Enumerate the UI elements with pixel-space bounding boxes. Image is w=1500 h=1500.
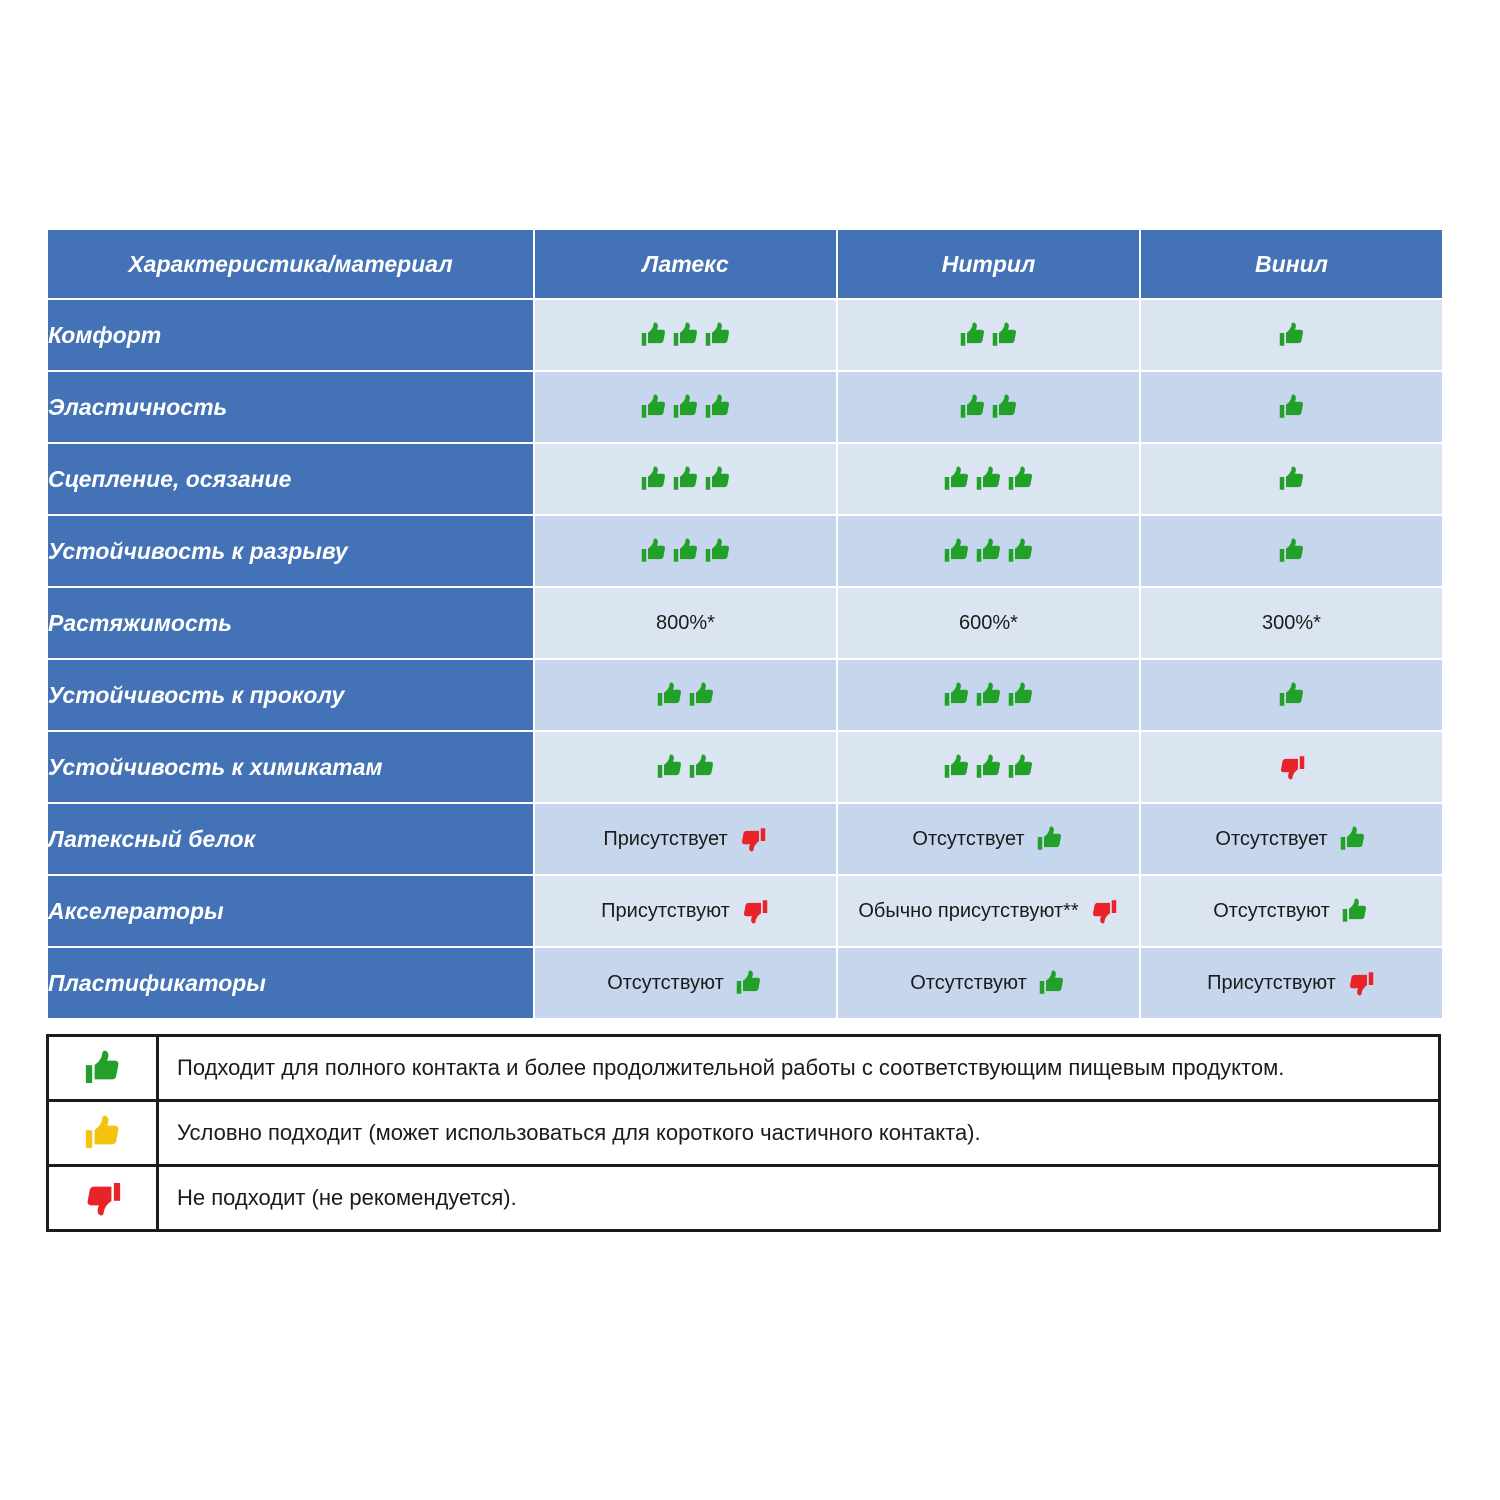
legend-row xyxy=(49,1037,1438,1102)
cell-value-with-icon xyxy=(838,824,1139,854)
rating-icons xyxy=(838,752,1139,782)
table-cell xyxy=(534,299,837,371)
table-cell xyxy=(534,875,837,947)
thumbs-up-green-icon xyxy=(974,680,1004,710)
row-header-feature: Растяжимость xyxy=(47,587,534,659)
rating-icons xyxy=(535,320,836,350)
cell-value: Присутствуют xyxy=(1207,972,1336,994)
thumbs-up-green-icon xyxy=(1277,464,1307,494)
table-cell xyxy=(837,443,1140,515)
thumbs-up-green-icon xyxy=(655,752,685,782)
table-cell xyxy=(837,947,1140,1019)
table-row xyxy=(47,371,1443,443)
cell-value-with-icon xyxy=(535,824,836,854)
table-header-row xyxy=(47,229,1443,299)
thumbs-up-green-icon xyxy=(990,320,1020,350)
rating-icons xyxy=(535,536,836,566)
table-cell xyxy=(534,947,837,1019)
thumbs-up-green-icon xyxy=(655,680,685,710)
rating-icons xyxy=(838,392,1139,422)
thumbs-up-green-icon xyxy=(639,320,669,350)
thumbs-up-green-icon xyxy=(958,392,988,422)
rating-icons xyxy=(1141,752,1442,782)
rating-icons xyxy=(535,752,836,782)
table-cell xyxy=(837,587,1140,659)
thumbs-up-green-icon xyxy=(734,968,764,998)
table-cell xyxy=(1140,947,1443,1019)
thumbs-down-red-icon xyxy=(738,824,768,854)
thumbs-up-green-icon xyxy=(1277,392,1307,422)
cell-value: Обычно присутствуют** xyxy=(858,900,1079,922)
cell-value-with-icon xyxy=(1141,896,1442,926)
thumbs-up-green-icon xyxy=(639,392,669,422)
thumbs-up-green-icon xyxy=(1338,824,1368,854)
legend-description: Не подходит (не рекомендуется). xyxy=(177,1185,517,1210)
table-cell xyxy=(1140,299,1443,371)
thumbs-up-green-icon xyxy=(1037,968,1067,998)
thumbs-up-green-icon xyxy=(1006,680,1036,710)
table-cell xyxy=(1140,371,1443,443)
rating-icons xyxy=(535,392,836,422)
table-cell xyxy=(534,587,837,659)
cell-value: Присутствует xyxy=(603,828,728,850)
row-header-feature: Устойчивость к разрыву xyxy=(47,515,534,587)
thumbs-up-green-icon xyxy=(687,752,717,782)
rating-icons xyxy=(1141,392,1442,422)
table-cell xyxy=(534,371,837,443)
table-cell xyxy=(1140,587,1443,659)
thumbs-up-green-icon xyxy=(1277,536,1307,566)
table-row xyxy=(47,299,1443,371)
thumbs-up-green-icon xyxy=(990,392,1020,422)
thumbs-up-green-icon xyxy=(671,464,701,494)
cell-value-with-icon xyxy=(838,968,1139,998)
legend-icon-cell xyxy=(49,1167,159,1229)
column-header-vinyl: Винил xyxy=(1140,229,1443,299)
cell-value-with-icon xyxy=(1141,824,1442,854)
row-header-feature: Устойчивость к проколу xyxy=(47,659,534,731)
cell-value: 600%* xyxy=(959,611,1018,634)
thumbs-up-green-icon xyxy=(703,392,733,422)
thumbs-up-green-icon xyxy=(942,752,972,782)
cell-value: Отсутствует xyxy=(1215,828,1328,850)
table-cell xyxy=(534,515,837,587)
row-header-feature: Пластификаторы xyxy=(47,947,534,1019)
thumbs-up-green-icon xyxy=(1035,824,1065,854)
thumbs-up-yellow-icon xyxy=(82,1112,124,1154)
legend-icon-cell xyxy=(49,1037,159,1099)
thumbs-up-green-icon xyxy=(671,392,701,422)
thumbs-up-green-icon xyxy=(974,752,1004,782)
column-header-nitrile: Нитрил xyxy=(837,229,1140,299)
rating-icons xyxy=(838,536,1139,566)
table-cell xyxy=(837,659,1140,731)
table-cell xyxy=(837,371,1140,443)
legend-icon-cell xyxy=(49,1102,159,1164)
thumbs-up-green-icon xyxy=(942,464,972,494)
thumbs-down-red-icon xyxy=(1346,968,1376,998)
table-cell xyxy=(837,515,1140,587)
thumbs-up-green-icon xyxy=(671,536,701,566)
table-cell xyxy=(837,299,1140,371)
column-header-latex: Латекс xyxy=(534,229,837,299)
thumbs-up-green-icon xyxy=(703,320,733,350)
rating-icons xyxy=(535,680,836,710)
row-header-feature: Комфорт xyxy=(47,299,534,371)
table-row xyxy=(47,443,1443,515)
cell-value-with-icon xyxy=(535,968,836,998)
table-row xyxy=(47,803,1443,875)
cell-value-with-icon xyxy=(1141,968,1442,998)
table-row xyxy=(47,515,1443,587)
rating-icons xyxy=(535,464,836,494)
rating-icons xyxy=(838,464,1139,494)
thumbs-up-green-icon xyxy=(1277,680,1307,710)
thumbs-down-red-icon xyxy=(1277,752,1307,782)
rating-icons xyxy=(1141,680,1442,710)
thumbs-up-green-icon xyxy=(1006,464,1036,494)
table-cell xyxy=(534,803,837,875)
thumbs-down-red-icon xyxy=(1089,896,1119,926)
table-cell xyxy=(837,803,1140,875)
legend xyxy=(46,1034,1441,1232)
table-cell xyxy=(534,731,837,803)
table-body xyxy=(47,299,1443,1019)
row-header-feature: Эластичность xyxy=(47,371,534,443)
thumbs-up-green-icon xyxy=(671,320,701,350)
thumbs-up-green-icon xyxy=(639,536,669,566)
table-cell xyxy=(837,731,1140,803)
cell-value: Отсутствуют xyxy=(607,972,724,994)
cell-value: 800%* xyxy=(656,611,715,634)
table-cell xyxy=(534,443,837,515)
thumbs-up-green-icon xyxy=(942,536,972,566)
row-header-feature: Устойчивость к химикатам xyxy=(47,731,534,803)
table-cell xyxy=(1140,515,1443,587)
thumbs-up-green-icon xyxy=(1340,896,1370,926)
cell-value: Отсутствует xyxy=(912,828,1025,850)
rating-icons xyxy=(838,680,1139,710)
rating-icons xyxy=(1141,464,1442,494)
table-row xyxy=(47,587,1443,659)
row-header-feature: Акселераторы xyxy=(47,875,534,947)
thumbs-up-green-icon xyxy=(942,680,972,710)
column-header-feature: Характеристика/материал xyxy=(47,229,534,299)
rating-icons xyxy=(1141,536,1442,566)
row-header-feature: Латексный белок xyxy=(47,803,534,875)
table-row xyxy=(47,659,1443,731)
legend-description: Условно подходит (может использоваться для короткого частичного контакта). xyxy=(177,1120,981,1145)
cell-value: Отсутствуют xyxy=(910,972,1027,994)
rating-icons xyxy=(1141,320,1442,350)
cell-value: 300%* xyxy=(1262,611,1321,634)
table-cell xyxy=(1140,803,1443,875)
thumbs-up-green-icon xyxy=(1277,320,1307,350)
thumbs-up-green-icon xyxy=(974,536,1004,566)
table-header xyxy=(47,229,1443,299)
thumbs-up-green-icon xyxy=(639,464,669,494)
thumbs-up-green-icon xyxy=(958,320,988,350)
table-row xyxy=(47,731,1443,803)
table-cell xyxy=(1140,659,1443,731)
thumbs-up-green-icon xyxy=(974,464,1004,494)
comparison-table xyxy=(46,228,1444,1020)
thumbs-down-red-icon xyxy=(740,896,770,926)
legend-row xyxy=(49,1167,1438,1229)
cell-value: Отсутствуют xyxy=(1213,900,1330,922)
table-cell xyxy=(534,659,837,731)
thumbs-up-green-icon xyxy=(703,536,733,566)
table-cell xyxy=(1140,875,1443,947)
thumbs-up-green-icon xyxy=(1006,752,1036,782)
table-row xyxy=(47,875,1443,947)
thumbs-up-green-icon xyxy=(82,1047,124,1089)
comparison-table-container xyxy=(46,228,1441,1020)
thumbs-up-green-icon xyxy=(687,680,717,710)
legend-description: Подходит для полного контакта и более продолжительной работы с соответствующим пищевым продуктом. xyxy=(177,1055,1285,1080)
thumbs-down-red-icon xyxy=(82,1177,124,1219)
cell-value: Присутствуют xyxy=(601,900,730,922)
cell-value-with-icon xyxy=(838,896,1139,926)
table-cell xyxy=(1140,731,1443,803)
table-cell xyxy=(837,875,1140,947)
table-cell xyxy=(1140,443,1443,515)
table-row xyxy=(47,947,1443,1019)
cell-value-with-icon xyxy=(535,896,836,926)
row-header-feature: Сцепление, осязание xyxy=(47,443,534,515)
rating-icons xyxy=(838,320,1139,350)
thumbs-up-green-icon xyxy=(1006,536,1036,566)
legend-row xyxy=(49,1102,1438,1167)
thumbs-up-green-icon xyxy=(703,464,733,494)
